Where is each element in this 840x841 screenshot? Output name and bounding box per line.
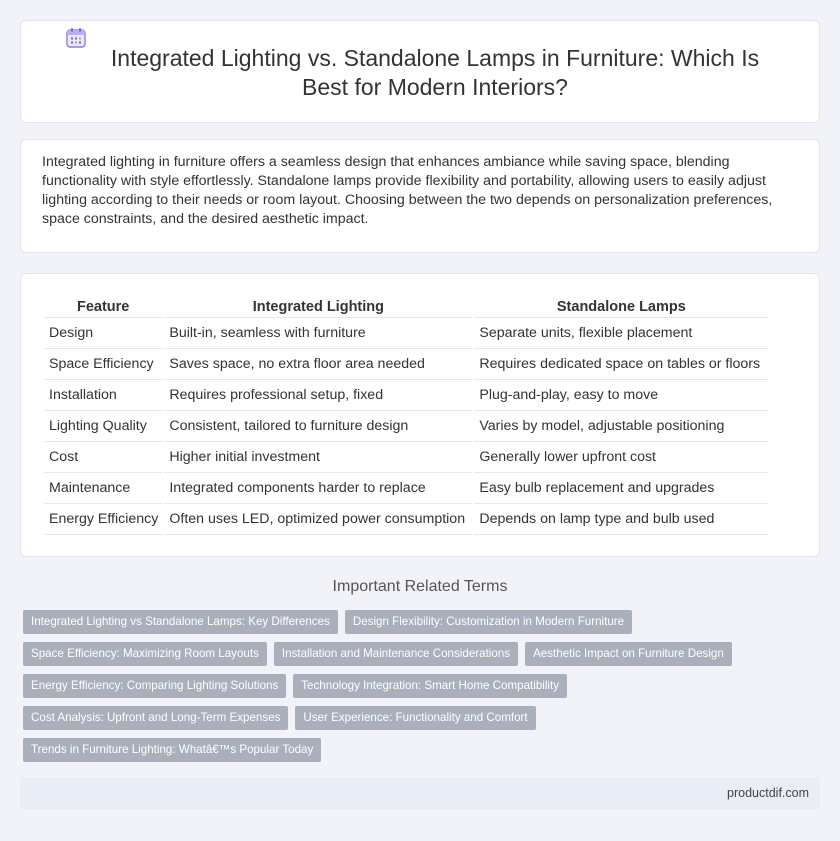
table-cell-integrated: Higher initial investment: [164, 442, 472, 473]
table-cell-integrated: Often uses LED, optimized power consumption: [164, 504, 472, 535]
column-header-standalone: Standalone Lamps: [474, 294, 768, 318]
related-term-tag[interactable]: User Experience: Functionality and Comfort: [295, 706, 535, 730]
summary-card: [20, 139, 820, 253]
related-term-tag[interactable]: Technology Integration: Smart Home Compatibility: [293, 674, 567, 698]
summary-text: Integrated lighting in furniture offers a seamless design that enhances ambiance while saving space, blending functionality with style effortlessly. Standalone lamps provide flexibility and portability, allowing users to easily adjust lighting according to their needs or room layout. Choosing between the two depends on personalization preferences, space constraints, and the desired aesthetic impact.: [42, 154, 773, 227]
table-cell-feature: Space Efficiency: [44, 349, 162, 380]
table-cell-integrated: Built-in, seamless with furniture: [164, 318, 472, 349]
table-cell-feature: Energy Efficiency: [44, 504, 162, 535]
table-row: [44, 411, 768, 442]
table-cell-feature: Design: [44, 318, 162, 349]
related-term-tag[interactable]: Design Flexibility: Customization in Modern Furniture: [345, 610, 632, 634]
related-term-tag[interactable]: Trends in Furniture Lighting: Whatâ€™s Popular Today: [23, 738, 321, 762]
table-row: [44, 349, 768, 380]
table-cell-standalone: Generally lower upfront cost: [474, 442, 768, 473]
table-cell-standalone: Varies by model, adjustable positioning: [474, 411, 768, 442]
table-cell-integrated: Integrated components harder to replace: [164, 473, 472, 504]
table-row: [44, 473, 768, 504]
table-cell-integrated: Saves space, no extra floor area needed: [164, 349, 472, 380]
table-cell-integrated: Consistent, tailored to furniture design: [164, 411, 472, 442]
footer: [20, 777, 820, 809]
comparison-table-card: [20, 273, 820, 557]
related-terms-list: [23, 610, 803, 762]
table-cell-standalone: Requires dedicated space on tables or floors: [474, 349, 768, 380]
related-term-tag[interactable]: Energy Efficiency: Comparing Lighting Solutions: [23, 674, 286, 698]
table-cell-standalone: Separate units, flexible placement: [474, 318, 768, 349]
related-term-tag[interactable]: Space Efficiency: Maximizing Room Layouts: [23, 642, 267, 666]
table-cell-feature: Maintenance: [44, 473, 162, 504]
comparison-table: [42, 294, 770, 535]
footer-site-link[interactable]: productdif.com: [727, 786, 809, 800]
related-terms-title: Important Related Terms: [332, 578, 508, 595]
table-header-row: [44, 294, 768, 318]
column-header-feature: Feature: [44, 294, 162, 318]
table-row: [44, 442, 768, 473]
table-cell-feature: Cost: [44, 442, 162, 473]
column-header-integrated: Integrated Lighting: [164, 294, 472, 318]
table-row: [44, 380, 768, 411]
page-title: Integrated Lighting vs. Standalone Lamps in Furniture: Which Is Best for Modern Interiors?: [110, 45, 760, 100]
table-row: [44, 504, 768, 535]
table-cell-feature: Lighting Quality: [44, 411, 162, 442]
table-cell-standalone: Plug-and-play, easy to move: [474, 380, 768, 411]
related-term-tag[interactable]: Installation and Maintenance Considerations: [274, 642, 518, 666]
table-cell-standalone: Depends on lamp type and bulb used: [474, 504, 768, 535]
table-cell-feature: Installation: [44, 380, 162, 411]
related-term-tag[interactable]: Cost Analysis: Upfront and Long-Term Expenses: [23, 706, 288, 730]
table-cell-integrated: Requires professional setup, fixed: [164, 380, 472, 411]
header-card: [20, 20, 820, 123]
table-cell-standalone: Easy bulb replacement and upgrades: [474, 473, 768, 504]
related-term-tag[interactable]: Aesthetic Impact on Furniture Design: [525, 642, 732, 666]
table-row: [44, 318, 768, 349]
related-term-tag[interactable]: Integrated Lighting vs Standalone Lamps: Key Differences: [23, 610, 338, 634]
